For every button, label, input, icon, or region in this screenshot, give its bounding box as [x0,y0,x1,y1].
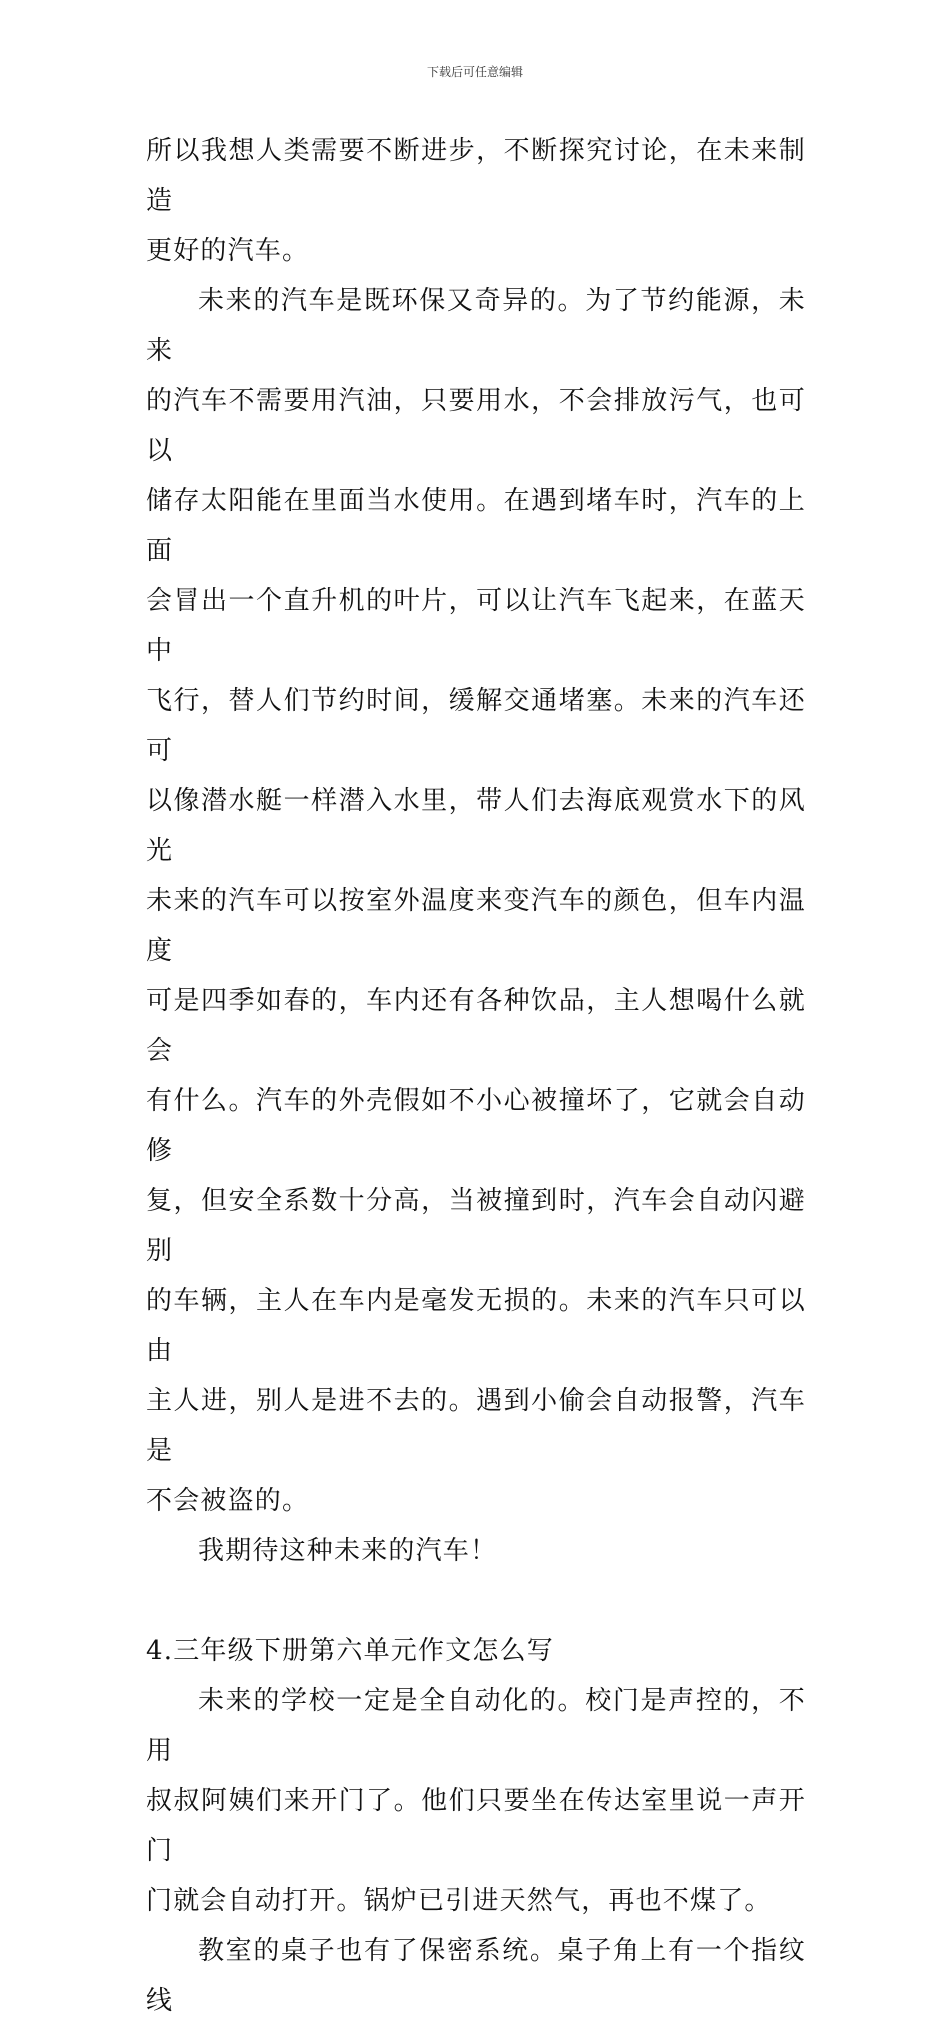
paragraph-continuation: 所以我想人类需要不断进步，不断探究讨论，在未来制造 更好的汽车。 [146,136,806,266]
paragraph-future-car: 未来的汽车是既环保又奇异的。为了节约能源，未来 的汽车不需要用汽油，只要用水，不会排放污气，也可以 储存太阳能在里面当水使用。在遇到堵车时，汽车的上面 会冒出一个直升机的叶片，可以让汽车飞起来，在蓝天中 飞行，替人们节约时间，缓解交通堵塞。未来的汽车还可 以像潜水艇一样潜入水里，带人们去海底观赏水下的风光 未来的汽车可以按室外温度来变汽车的颜色，但车内温度 可是四季如春的，车内还有各种饮品，主人想喝什么就会 有什么。汽车的外壳假如不小心被撞坏了，它就会自动修 复，但安全系数十分高，当被撞到时，汽车会自动闪避别 的车辆，主人在车内是毫发无损的。未来的汽车只可以由 主人进，别人是进不去的。遇到小偷会自动报警，汽车是 不会被盗的。 [146,286,806,1516]
section-heading: 4.三年级下册第六单元作文怎么写 [146,1636,555,1666]
paragraph-conclusion: 我期待这种未来的汽车！ [198,1536,498,1566]
paragraph-future-school: 未来的学校一定是全自动化的。校门是声控的，不用 叔叔阿姨们来开门了。他们只要坐在传达室里说一声开门 门就会自动打开。锅炉已引进天然气，再也不煤了。 [146,1686,806,1916]
page-header: 下载后可任意编辑 [426,65,523,79]
paragraph-classroom-desk: 教室的桌子也有了保密系统。桌子角上有一个指纹线 [146,1936,806,2016]
paragraph-gap [146,1576,806,1626]
document-body [146,126,806,2026]
